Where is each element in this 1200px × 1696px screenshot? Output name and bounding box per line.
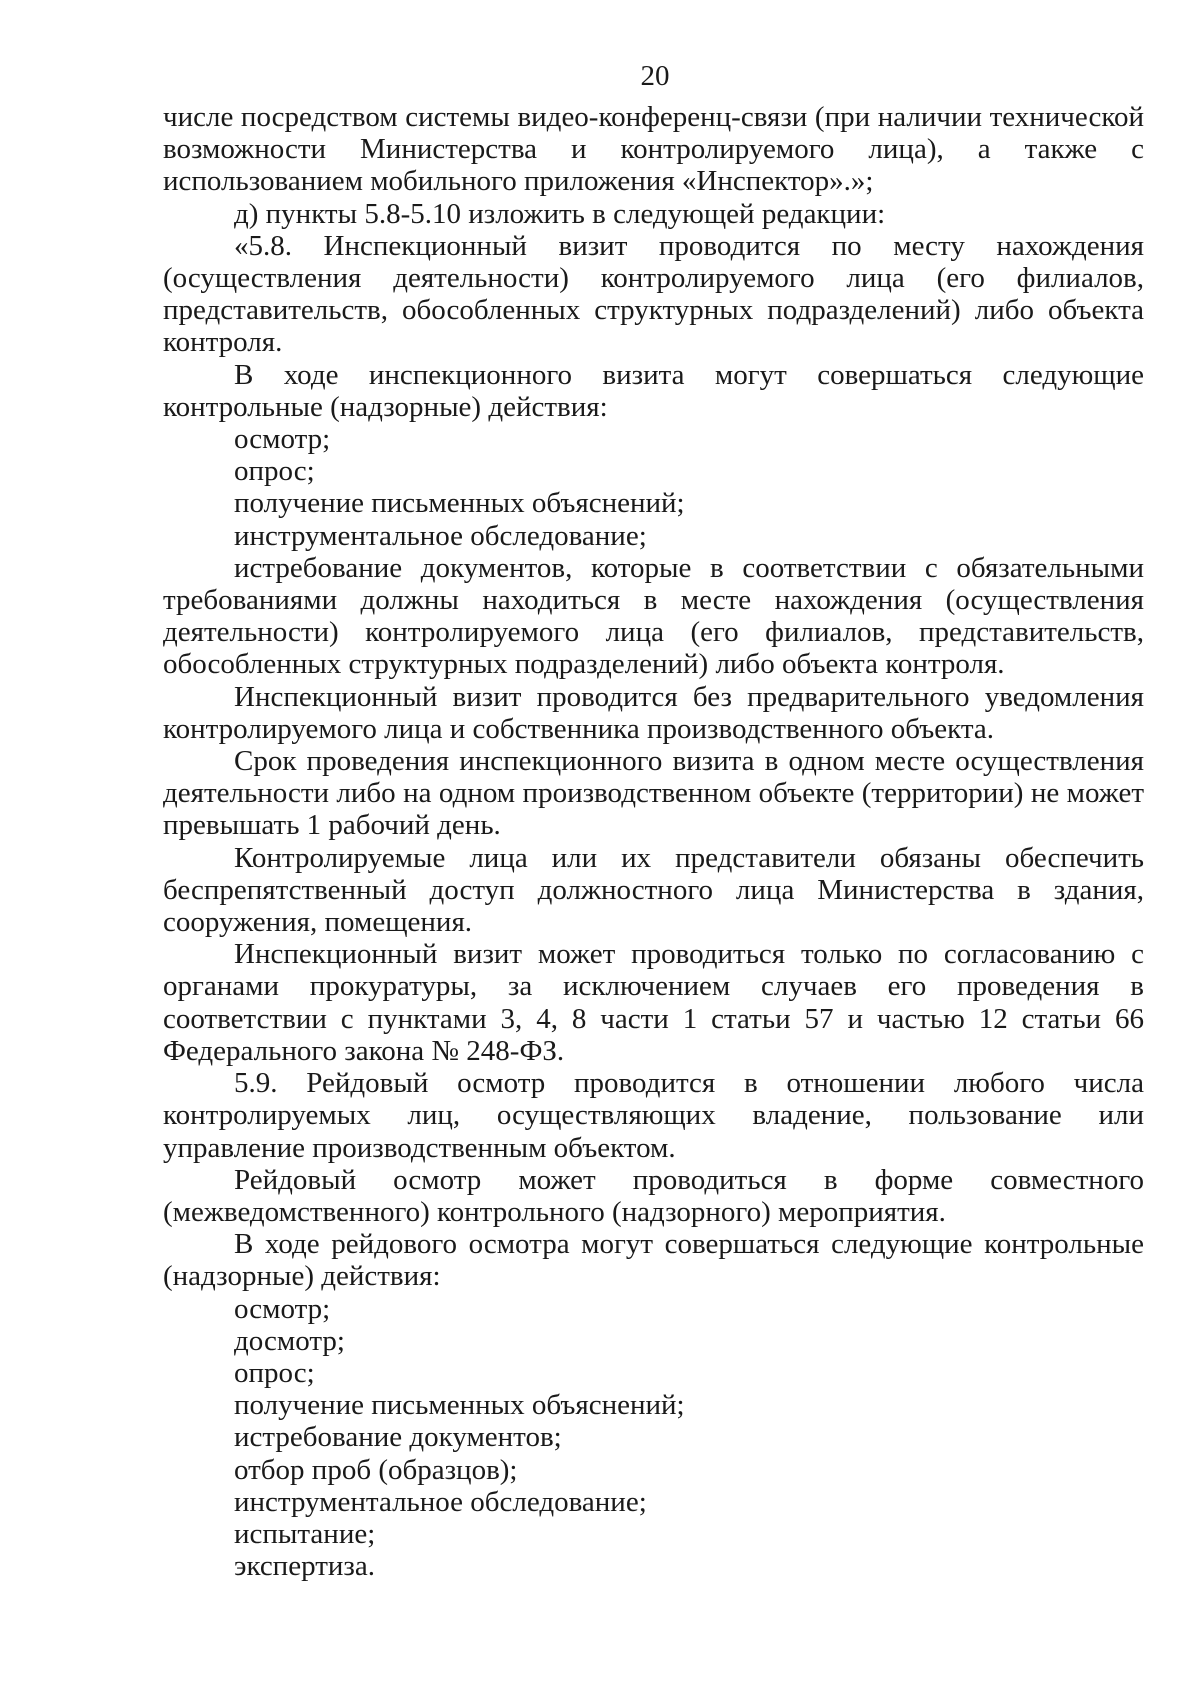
list-item: испытание;	[234, 1517, 376, 1550]
list-item: получение письменных объяснений;	[234, 1389, 685, 1422]
list-item: инструментальное обследование;	[234, 519, 647, 552]
document-body	[163, 101, 1144, 1582]
list-item: опрос;	[234, 1356, 315, 1389]
list-item: досмотр;	[234, 1324, 345, 1357]
list-item: инструментальное обследование;	[234, 1485, 647, 1518]
paragraph-amendment-d: д) пункты 5.8-5.10 изложить в следующей редакции:	[234, 197, 886, 230]
list-item: опрос;	[234, 455, 315, 488]
paragraph-access: Контролируемые лица или их представители обязаны обеспечить беспрепятственный доступ должностного лица Министерства в здания, сооружения, помещения.	[163, 841, 1144, 939]
paragraph-raid-actions-intro: В ходе рейдового осмотра могут совершаться следующие контрольные (надзорные) действия:	[163, 1228, 1144, 1293]
paragraph-duration: Срок проведения инспекционного визита в одном месте осуществления деятельности либо на одном производственном объекте (территории) не может превышать 1 рабочий день.	[163, 745, 1144, 842]
paragraph-prosecutor-approval: Инспекционный визит может проводиться только по согласованию с органами прокуратуры, за исключением случаев его проведения в соответствии с пунктами 3, 4, 8 части 1 статьи 57 и частью 12 статьи 66 Федерального закона № 248-ФЗ.	[163, 938, 1144, 1067]
paragraph-no-notification: Инспекционный визит проводится без предварительного уведомления контролируемого лица и собственника производственного объекта.	[163, 680, 1144, 745]
paragraph-continuation: числе посредством системы видео-конференц-связи (при наличии технической возможности Министерства и контролируемого лица), а также с использованием мобильного приложения «Инспектор».»;	[163, 101, 1144, 198]
paragraph-inspection-actions-intro: В ходе инспекционного визита могут совершаться следующие контрольные (надзорные) действия:	[163, 358, 1144, 423]
list-item: осмотр;	[234, 1292, 331, 1325]
list-item: экспертиза.	[234, 1550, 375, 1583]
list-item: осмотр;	[234, 423, 331, 456]
page-number: 20	[640, 60, 670, 92]
list-item: истребование документов;	[234, 1421, 562, 1454]
list-item: отбор проб (образцов);	[234, 1453, 518, 1486]
list-item-documents: истребование документов, которые в соответствии с обязательными требованиями должны находиться в месте нахождения (осуществления деятельности) контролируемого лица (его филиалов, представительств, обособленных структурных подразделений) либо объекта контроля.	[163, 551, 1144, 681]
list-item: получение письменных объяснений;	[234, 487, 685, 520]
paragraph-5-8: «5.8. Инспекционный визит проводится по месту нахождения (осуществления деятельности) контролируемого лица (его филиалов, представительств, обособленных структурных подразделений) либо объекта контроля.	[163, 229, 1144, 359]
paragraph-5-9: 5.9. Рейдовый осмотр проводится в отношении любого числа контролируемых лиц, осуществляющих владение, пользование или управление производственным объектом.	[163, 1067, 1144, 1164]
paragraph-joint-form: Рейдовый осмотр может проводиться в форме совместного (межведомственного) контрольного (надзорного) мероприятия.	[163, 1163, 1144, 1228]
